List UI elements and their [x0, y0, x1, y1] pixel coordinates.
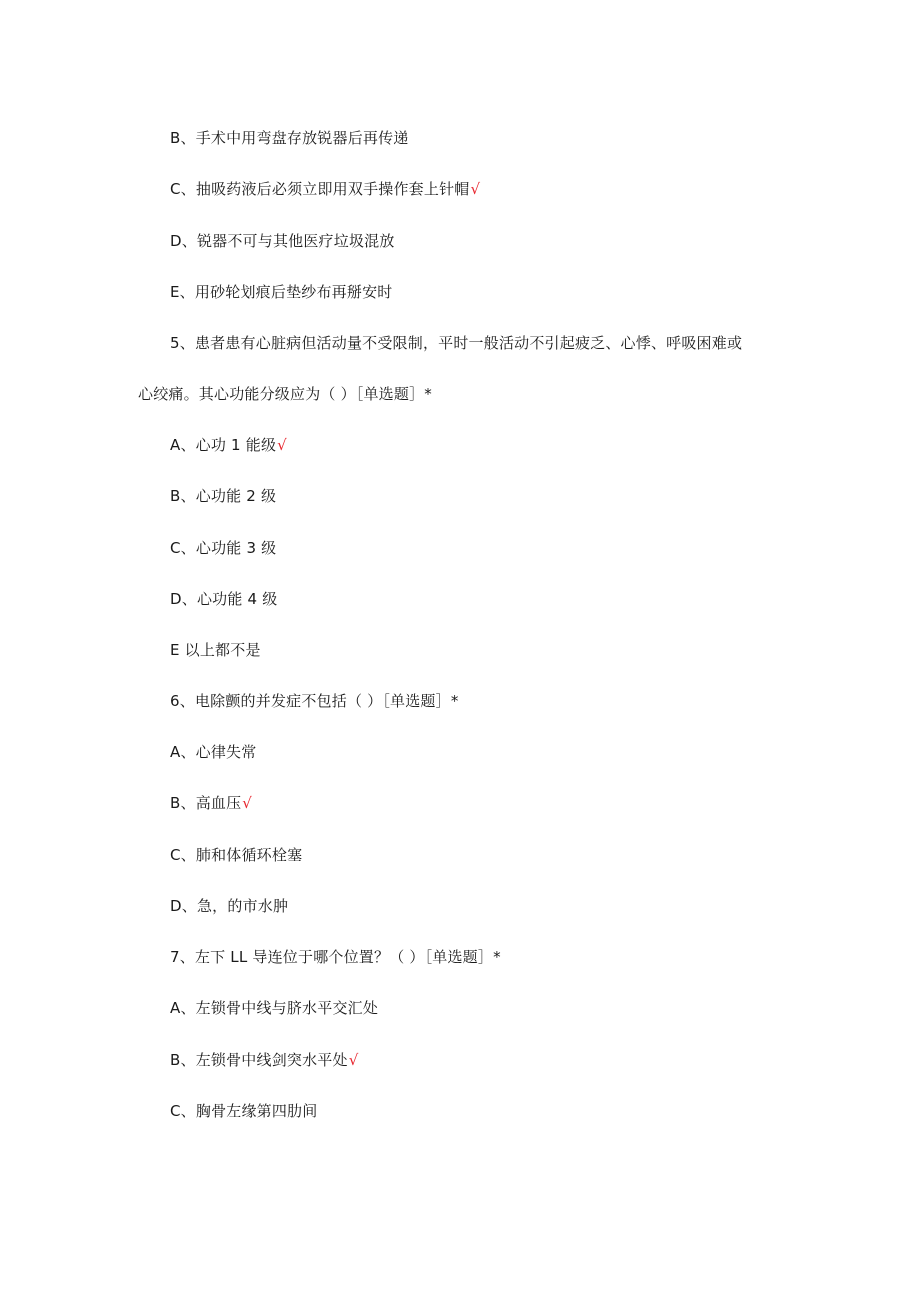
correct-check-icon: √	[277, 436, 287, 454]
q7-question	[170, 946, 501, 968]
q6-question	[170, 690, 459, 712]
q5-question-line1-text: 5、患者患有心脏病但活动量不受限制，平时一般活动不引起疲乏、心悸、呼吸困难或	[170, 334, 743, 352]
q5-option-b-text: B、心功能 2 级	[170, 487, 277, 505]
q5-option-c-text: C、心功能 3 级	[170, 539, 277, 557]
q5-question-line2-text: 心绞痛。其心功能分级应为（ ）［单选题］*	[138, 385, 432, 403]
q7-option-a	[170, 997, 378, 1019]
q5-option-c	[170, 537, 276, 559]
q5-option-e	[170, 639, 261, 661]
q6-option-d-text: D、急，的市水肿	[170, 897, 289, 915]
correct-check-icon: √	[242, 794, 253, 812]
q5-option-a-text: A、心功 1 能级	[170, 436, 277, 454]
q4-option-d-text: D、锐器不可与其他医疗垃圾混放	[170, 232, 395, 250]
q5-option-e-text: E 以上都不是	[170, 641, 261, 659]
q7-option-c-text: C、胸骨左缘第四肋间	[170, 1102, 318, 1120]
q6-question-text: 6、电除颤的并发症不包括（ ）［单选题］*	[170, 692, 459, 710]
q7-question-text: 7、左下 LL 导连位于哪个位置？（ ）［单选题］*	[170, 948, 501, 966]
q6-option-b-text: B、高血压	[170, 794, 242, 812]
q4-option-c-text: C、抽吸药液后必须立即用双手操作套上针帽	[170, 180, 470, 198]
q6-option-a	[170, 741, 256, 763]
q7-option-b-text: B、左锁骨中线剑突水平处	[170, 1051, 348, 1069]
q5-question-line1	[170, 332, 742, 354]
q4-option-e-text: E、用砂轮划痕后垫纱布再掰安时	[170, 283, 393, 301]
q6-option-c	[170, 844, 302, 866]
q4-option-b	[170, 127, 409, 149]
q6-option-c-text: C、肺和体循环栓塞	[170, 846, 303, 864]
q6-option-d	[170, 895, 288, 917]
q5-option-a	[170, 434, 287, 456]
q5-question-line2	[138, 383, 432, 405]
q7-option-b	[170, 1049, 358, 1071]
q6-option-b	[170, 792, 252, 814]
q4-option-e	[170, 281, 392, 303]
q7-option-a-text: A、左锁骨中线与脐水平交汇处	[170, 999, 379, 1017]
q5-option-d-text: D、心功能 4 级	[170, 590, 278, 608]
correct-check-icon: √	[348, 1051, 359, 1069]
correct-check-icon: √	[470, 180, 481, 198]
q7-option-c	[170, 1100, 317, 1122]
q6-option-a-text: A、心律失常	[170, 743, 257, 761]
q4-option-d	[170, 230, 395, 252]
q4-option-b-text: B、手术中用弯盘存放锐器后再传递	[170, 129, 409, 147]
q5-option-d	[170, 588, 277, 610]
q5-option-b	[170, 485, 276, 507]
q4-option-c	[170, 178, 480, 200]
